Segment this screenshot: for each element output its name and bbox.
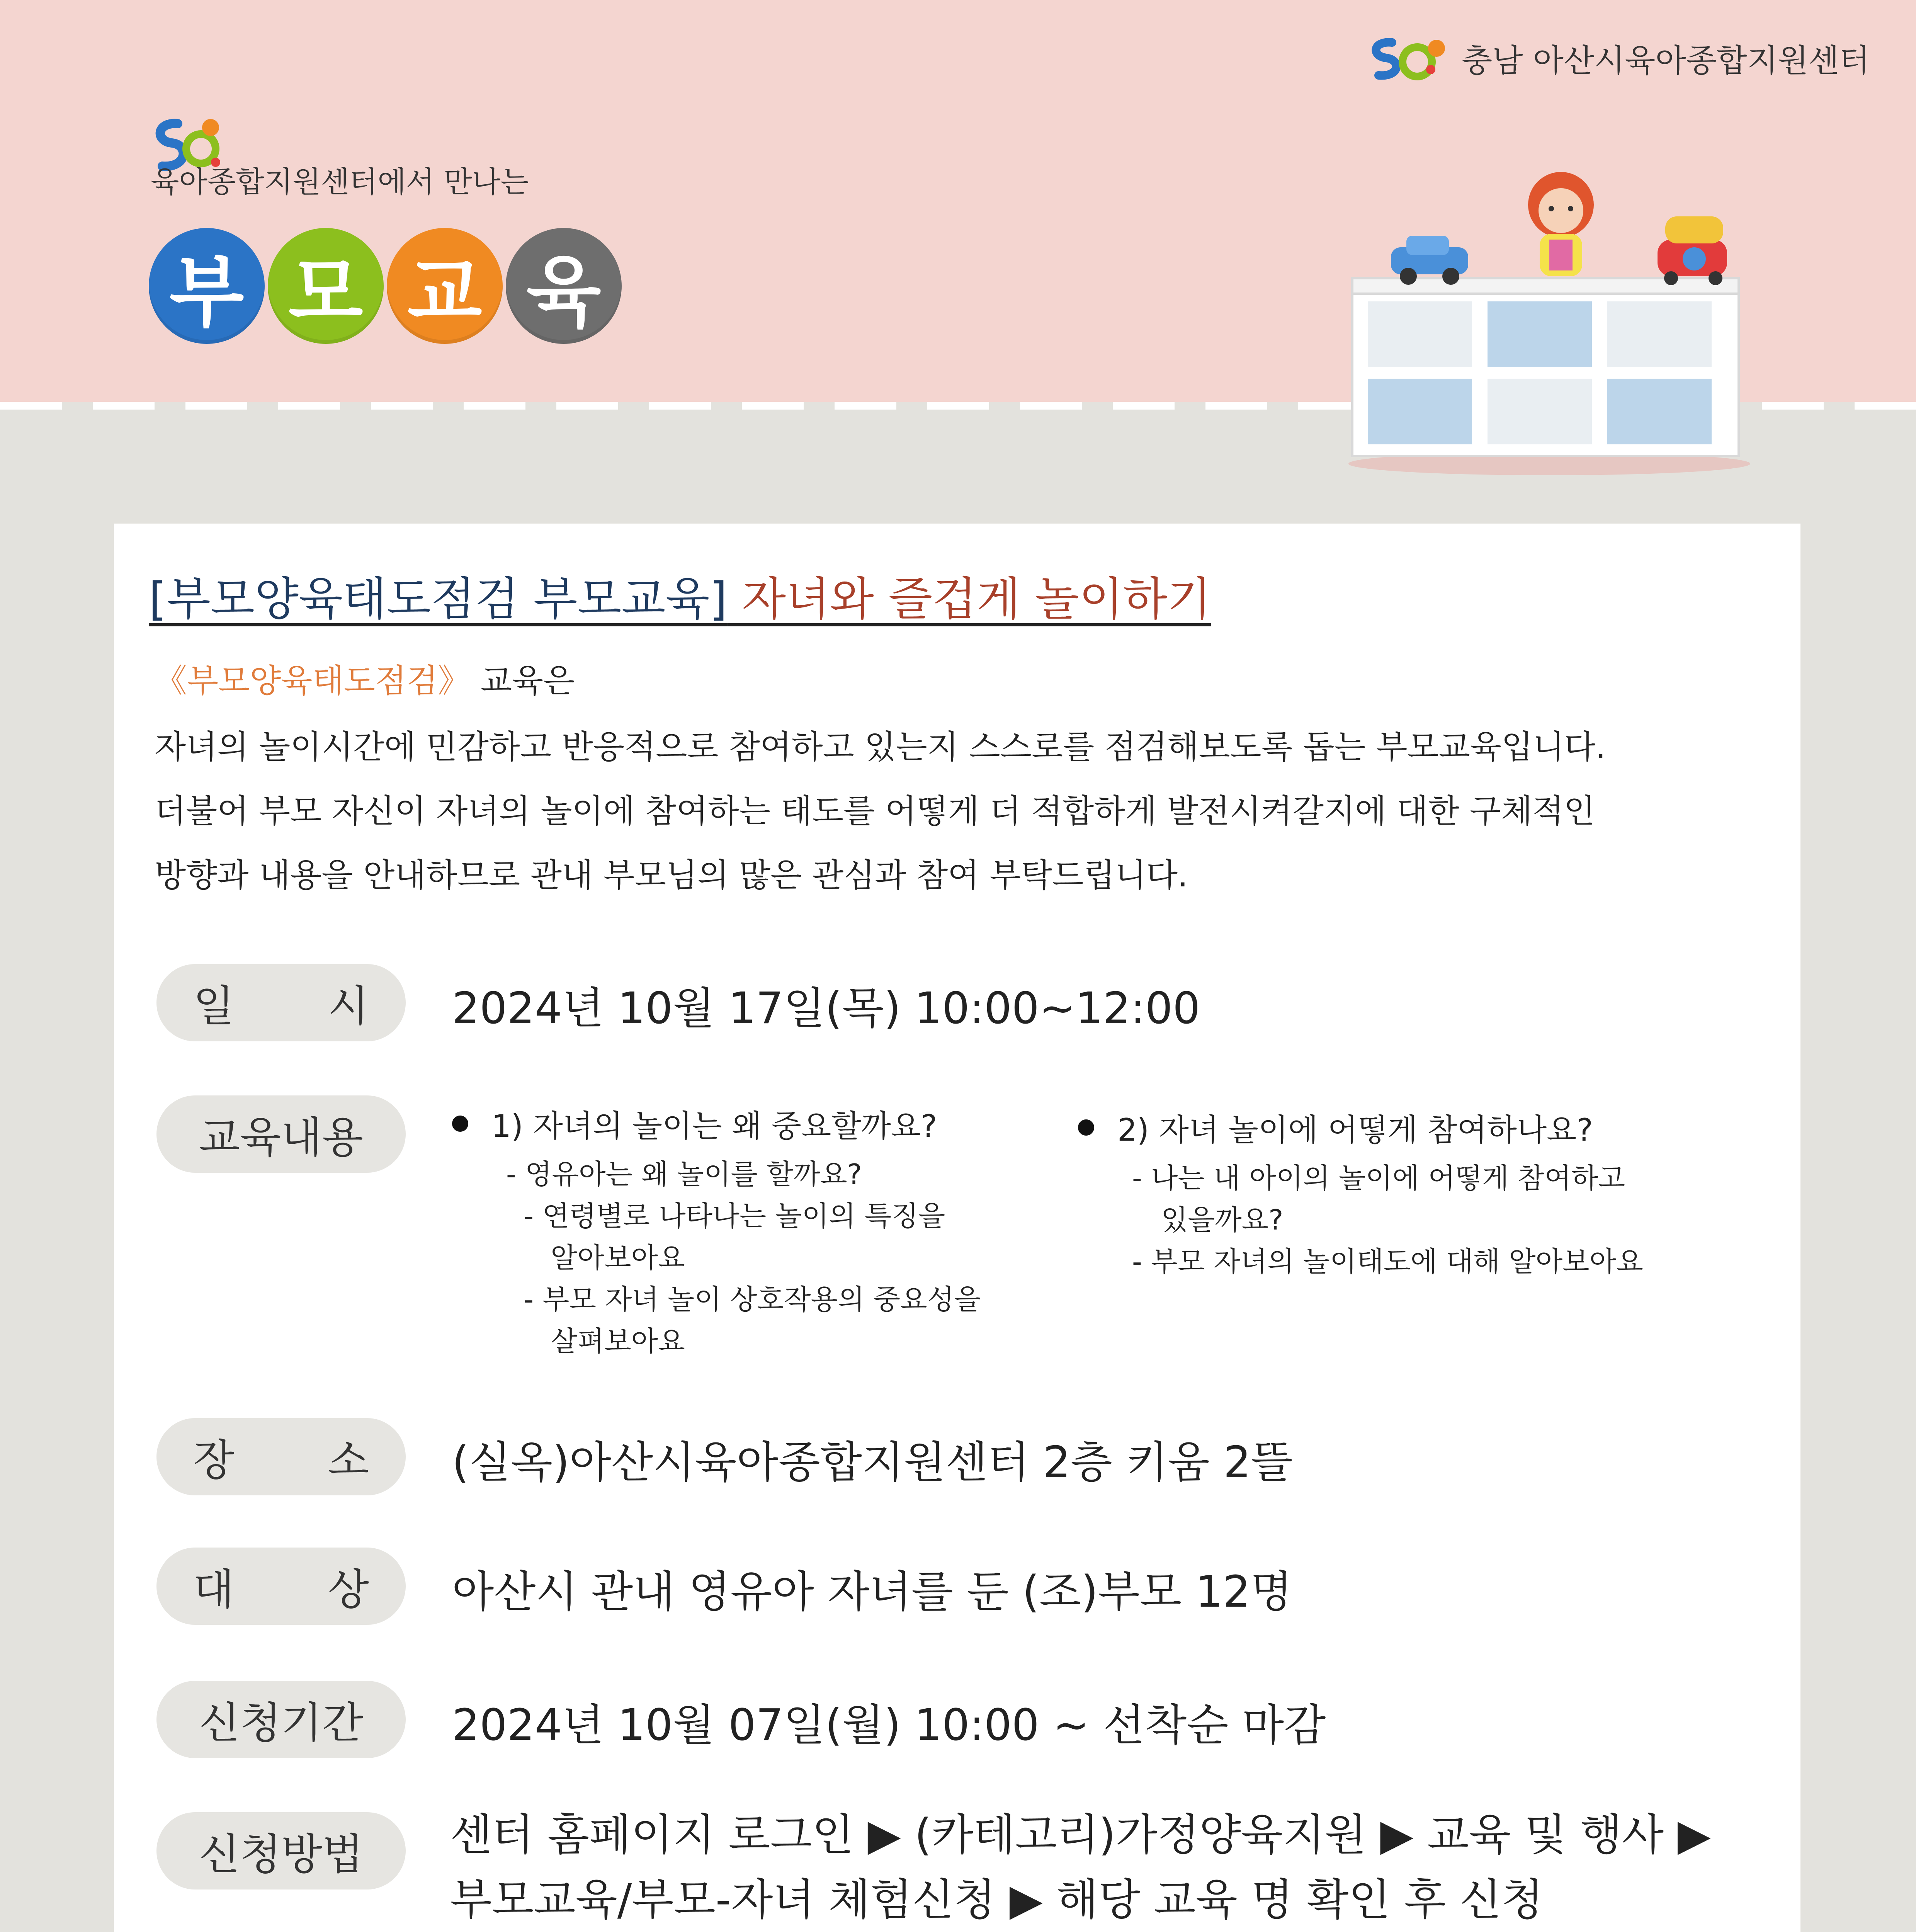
content-item-1: [452, 1101, 981, 1146]
banner-title: [149, 228, 622, 344]
place-value: (실옥)아산시육아종합지원센터 2층 키움 2뜰: [452, 1437, 1293, 1488]
title-char-3: 교: [387, 228, 503, 344]
center-logo-icon: [1365, 33, 1450, 83]
content-subitem: - 영유아는 왜 놀이를 할까요?: [506, 1158, 862, 1190]
method-line: 부모교육/부모-자녀 체험신청 ▶ 해당 교육 명 확인 후 신청: [450, 1875, 1544, 1925]
org-header: [1365, 35, 1870, 81]
content-sublist: [1078, 1157, 1643, 1282]
title-char-1: 부: [149, 228, 265, 344]
intro-heading: [155, 655, 575, 702]
title-bracket: [부모양육태도점검 부모교육]: [149, 572, 728, 626]
content-sublist: [452, 1153, 981, 1362]
title-char-2: 모: [268, 228, 384, 344]
label-content: 교육내용: [156, 1095, 406, 1173]
label-char: 일: [193, 981, 235, 1031]
label-char: 소: [328, 1435, 369, 1485]
content-subitem: 알아보아요: [551, 1242, 685, 1274]
intro-line: 자녀의 놀이시간에 민감하고 반응적으로 참여하고 있는지 스스로를 점검해보도록 돕는 부모교육입니다.: [155, 728, 1606, 766]
target-value: 아산시 관내 영유아 자녀를 둔 (조)부모 12명: [452, 1567, 1292, 1617]
content-subitem: 있을까요?: [1161, 1204, 1284, 1236]
content-item-2: [1078, 1105, 1643, 1150]
label-char: 시: [328, 981, 369, 1031]
content-column-1: [452, 1101, 981, 1362]
content-title: 2) 자녀 놀이에 어떻게 참여하나요?: [1117, 1112, 1593, 1148]
intro-paragraph: [155, 715, 1606, 907]
label-method: 신청방법: [156, 1812, 406, 1889]
bullet-icon: [452, 1116, 468, 1132]
method-value: [450, 1803, 1711, 1932]
method-line: 센터 홈페이지 로그인 ▶ (카테고리)가정양육지원 ▶ 교육 및 행사 ▶: [450, 1810, 1711, 1860]
datetime-value: 2024년 10월 17일(목) 10:00~12:00: [452, 983, 1200, 1034]
program-name: 《부모양육태도점검》: [155, 662, 471, 700]
page-title: [149, 562, 1211, 628]
program-suffix: 교육은: [470, 662, 575, 700]
label-datetime: [156, 964, 406, 1041]
label-char: 장: [193, 1435, 235, 1485]
label-target: [156, 1548, 406, 1625]
content-column-2: [1078, 1105, 1643, 1282]
intro-line: 방향과 내용을 안내하므로 관내 부모님의 많은 관심과 참여 부탁드립니다.: [155, 856, 1188, 894]
content-subitem: - 부모 자녀 놀이 상호작용의 중요성을: [524, 1283, 981, 1316]
content-subitem: - 나는 내 아이의 놀이에 어떻게 참여하고: [1132, 1162, 1625, 1194]
toy-shelf-illustration: [1333, 162, 1766, 479]
period-value: 2024년 10월 07일(월) 10:00 ~ 선착순 마감: [452, 1700, 1326, 1750]
content-subitem: 살펴보아요: [551, 1325, 685, 1357]
bullet-icon: [1078, 1119, 1094, 1136]
title-char-4: 육: [506, 228, 622, 344]
intro-line: 더불어 부모 자신이 자녀의 놀이에 참여하는 태도를 어떻게 더 적합하게 발전시켜갈지에 대한 구체적인: [155, 792, 1595, 830]
label-char: 대: [193, 1565, 235, 1614]
label-place: [156, 1418, 406, 1495]
title-main: 자녀와 즐겁게 놀이하기: [727, 572, 1211, 626]
content-subitem: - 연령별로 나타나는 놀이의 특징을: [524, 1200, 945, 1232]
content-title: 1) 자녀의 놀이는 왜 중요할까요?: [491, 1108, 937, 1144]
label-char: 상: [328, 1565, 369, 1614]
org-name: 충남 아산시육아종합지원센터: [1462, 42, 1870, 79]
banner-subtitle: 육아종합지원센터에서 만나는: [151, 165, 529, 199]
label-period: 신청기간: [156, 1681, 406, 1758]
content-subitem: - 부모 자녀의 놀이태도에 대해 알아보아요: [1132, 1245, 1643, 1278]
